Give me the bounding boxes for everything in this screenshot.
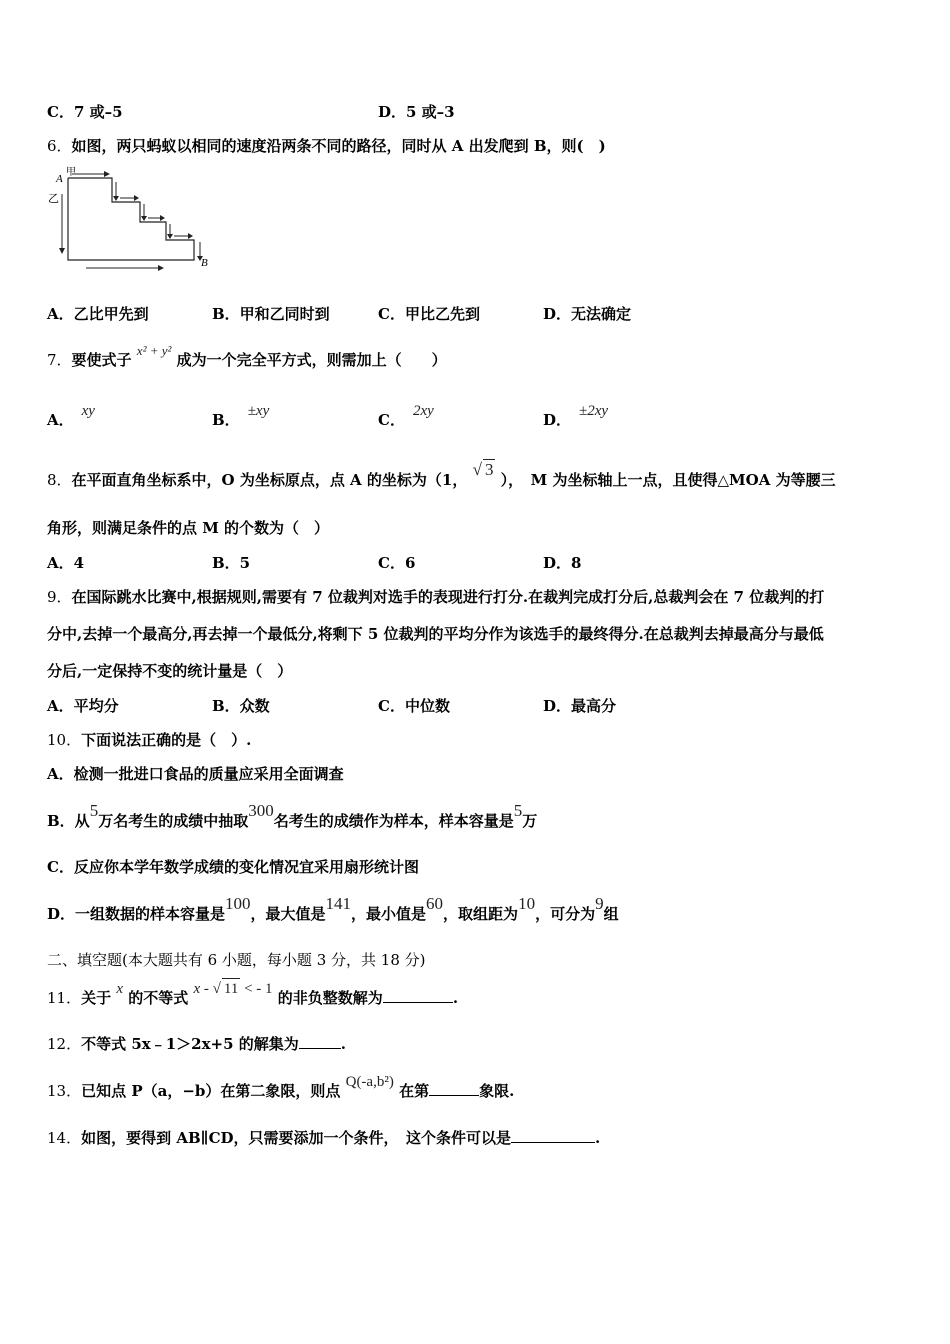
jia-arrowhead-7 bbox=[188, 233, 193, 239]
q9-number: 9． bbox=[47, 588, 72, 606]
q10-d-value-2: 141 bbox=[325, 894, 352, 913]
figure-label-yi: 乙 bbox=[48, 193, 59, 205]
q7-option-a bbox=[47, 403, 95, 431]
q10-d-value-3: 60 bbox=[426, 894, 444, 913]
q10-d-part-5: ，可分为 bbox=[535, 905, 596, 923]
q10-d-part-3: ，最小值是 bbox=[351, 905, 427, 923]
q9-option-c: C．中位数 bbox=[378, 697, 450, 715]
q9-option-a: A．平均分 bbox=[47, 697, 119, 715]
q7-post: 成为一个完全平方式，则需加上（ ） bbox=[176, 351, 447, 369]
q7-pre: 要使式子 bbox=[71, 351, 132, 369]
q8-stem-line-2: 角形，则满足条件的点 M 的个数为（ ） bbox=[47, 519, 330, 537]
q5-option-c: C．7 或–5 bbox=[47, 103, 123, 121]
q10-d-value-1: 100 bbox=[225, 894, 251, 913]
q9-option-b: B．众数 bbox=[212, 697, 270, 715]
q11-part-2: 的不等式 bbox=[128, 989, 189, 1007]
q13-part-1: 已知点 P（a，−b）在第二象限，则点 bbox=[81, 1082, 341, 1100]
q12-text: 不等式 5x﹣1＞2x+5 的解集为 bbox=[81, 1035, 299, 1053]
q8-text-2: ）， M 为坐标轴上一点，且使得△MOA 为等腰三 bbox=[500, 471, 836, 489]
q9-stem-line-3: 分后,一定保持不变的统计量是（ ） bbox=[47, 662, 293, 680]
q11-sqrt-radicand: 11 bbox=[222, 978, 240, 999]
q13-number: 13． bbox=[47, 1082, 82, 1100]
q6-stem bbox=[47, 136, 606, 156]
q11-part-1: 关于 bbox=[81, 989, 112, 1007]
q10-number: 10． bbox=[47, 731, 82, 749]
q12-stem bbox=[47, 1034, 346, 1054]
q14-text: 如图，要得到 AB∥CD，只需要添加一个条件， 这个条件可以是 bbox=[81, 1129, 512, 1147]
q6-option-c: C．甲比乙先到 bbox=[378, 305, 480, 323]
q13-point-q: Q(-a,b²) bbox=[345, 1074, 394, 1090]
q14-number: 14． bbox=[47, 1129, 82, 1147]
q10-d-part-2: ，最大值是 bbox=[250, 905, 326, 923]
q12-answer-blank[interactable] bbox=[299, 1034, 341, 1049]
q8-sqrt: √ 3 bbox=[472, 460, 494, 479]
figure-label-b: B bbox=[201, 257, 208, 269]
q10-text: 下面说法正确的是（ ）. bbox=[81, 731, 252, 749]
figure-label-a: A bbox=[56, 173, 63, 185]
q13-stem bbox=[47, 1074, 515, 1102]
q8-option-d: D．8 bbox=[543, 554, 582, 572]
q6-option-a: A．乙比甲先到 bbox=[47, 305, 149, 323]
q12-number: 12． bbox=[47, 1035, 82, 1053]
q10-d-value-5: 9 bbox=[595, 894, 604, 913]
q14-stem bbox=[47, 1128, 600, 1148]
q11-expr-b: < - 1 bbox=[240, 981, 273, 997]
q9-text-1: 在国际跳水比赛中,根据规则,需要有 7 位裁判对选手的表现进行打分.在裁判完成打分后,总裁判会在 7 位裁判的打 bbox=[71, 588, 825, 606]
q9-stem-line-2: 分中,去掉一个最高分,再去掉一个最低分,将剩下 5 位裁判的平均分作为该选手的最终得分.在总裁判去掉最高分与最低 bbox=[47, 625, 824, 643]
q10-stem bbox=[47, 730, 251, 750]
q6-staircase-figure bbox=[44, 164, 224, 274]
q10-option-a: A．检测一批进口食品的质量应采用全面调查 bbox=[47, 765, 344, 783]
q11-stem bbox=[47, 981, 459, 1009]
q8-text-1: 在平面直角坐标系中，O 为坐标原点，点 A 的坐标为（1， bbox=[71, 471, 468, 489]
q10-b-value-1: 5 bbox=[89, 801, 99, 820]
q13-part-3: 象限. bbox=[479, 1082, 515, 1100]
yi-arrowhead-right bbox=[158, 265, 164, 271]
q10-option-d bbox=[47, 894, 619, 924]
jia-arrowhead-2 bbox=[113, 196, 119, 201]
q7-option-a-value: xy bbox=[81, 403, 95, 419]
q7-option-b-label: B． bbox=[212, 411, 240, 429]
q7-stem bbox=[47, 343, 447, 371]
jia-arrowhead-4 bbox=[141, 216, 147, 221]
q11-variable: x bbox=[116, 981, 124, 997]
q11-expr-a: x - bbox=[193, 981, 213, 997]
q10-b-part-2: 万名考生的成绩中抽取 bbox=[98, 812, 249, 830]
section-2-title: 二、填空题(本大题共有 6 小题，每小题 3 分，共 18 分) bbox=[47, 951, 426, 969]
q7-option-d bbox=[543, 403, 609, 431]
q7-number: 7． bbox=[47, 351, 72, 369]
yi-arrowhead-down bbox=[59, 248, 65, 254]
q9-option-d: D．最高分 bbox=[543, 697, 617, 715]
q8-option-c: C．6 bbox=[378, 554, 416, 572]
q14-end: . bbox=[595, 1129, 601, 1147]
jia-arrowhead-3 bbox=[134, 195, 139, 201]
q7-option-a-label: A． bbox=[47, 411, 74, 429]
q5-option-d: D．5 或–3 bbox=[378, 103, 455, 121]
q6-number: 6． bbox=[47, 137, 72, 155]
q7-option-c-value: 2xy bbox=[412, 403, 434, 419]
q7-option-c-label: C． bbox=[378, 411, 405, 429]
q10-option-c: C．反应你本学年数学成绩的变化情况宜采用扇形统计图 bbox=[47, 858, 419, 876]
q10-b-value-3: 5 bbox=[513, 801, 523, 820]
q13-part-2: 在第 bbox=[399, 1082, 430, 1100]
q13-answer-blank[interactable] bbox=[429, 1081, 479, 1096]
q11-number: 11． bbox=[47, 989, 82, 1007]
q6-text: 如图，两只蚂蚁以相同的速度沿两条不同的路径，同时从 A 出发爬到 B，则( ) bbox=[71, 137, 606, 155]
q12-end: . bbox=[340, 1035, 346, 1053]
q8-option-a: A．4 bbox=[47, 554, 85, 572]
q10-option-b bbox=[47, 801, 538, 831]
q8-sqrt-radicand: 3 bbox=[484, 460, 494, 479]
q10-d-part-6: 组 bbox=[603, 905, 619, 923]
jia-arrowhead-6 bbox=[167, 234, 173, 239]
q10-d-part-4: ，取组距为 bbox=[443, 905, 519, 923]
q11-end: . bbox=[452, 989, 459, 1007]
q9-stem-line-1 bbox=[47, 587, 824, 607]
q8-option-b: B．5 bbox=[212, 554, 251, 572]
q11-inequality: x - √ 11 < - 1 bbox=[194, 981, 273, 997]
q7-option-b bbox=[212, 403, 270, 431]
q10-d-value-4: 10 bbox=[518, 894, 536, 913]
q14-answer-blank[interactable] bbox=[511, 1128, 595, 1143]
q10-b-part-1: B．从 bbox=[47, 812, 90, 830]
q7-option-b-value: ±xy bbox=[247, 403, 270, 419]
q8-stem-line-1 bbox=[47, 460, 836, 490]
q7-option-d-label: D． bbox=[543, 411, 572, 429]
q7-option-c bbox=[378, 403, 434, 431]
q10-b-value-2: 300 bbox=[248, 801, 274, 820]
staircase-outline bbox=[68, 178, 194, 260]
q11-part-3: 的非负整数解为 bbox=[277, 989, 383, 1007]
q7-expression: x² + y² bbox=[136, 343, 172, 358]
q6-option-d: D．无法确定 bbox=[543, 305, 632, 323]
q11-answer-blank[interactable] bbox=[383, 988, 453, 1003]
figure-label-jia: 甲 bbox=[66, 167, 76, 178]
q10-d-part-1: D．一组数据的样本容量是 bbox=[47, 905, 226, 923]
q8-number: 8． bbox=[47, 471, 72, 489]
jia-arrowhead-5 bbox=[160, 215, 165, 221]
q7-option-d-value: ±2xy bbox=[579, 403, 609, 419]
q10-b-part-3: 名考生的成绩作为样本，样本容量是 bbox=[273, 812, 514, 830]
jia-arrowhead-1 bbox=[104, 171, 110, 177]
q6-option-b: B．甲和乙同时到 bbox=[212, 305, 330, 323]
q10-b-part-4: 万 bbox=[522, 812, 538, 830]
